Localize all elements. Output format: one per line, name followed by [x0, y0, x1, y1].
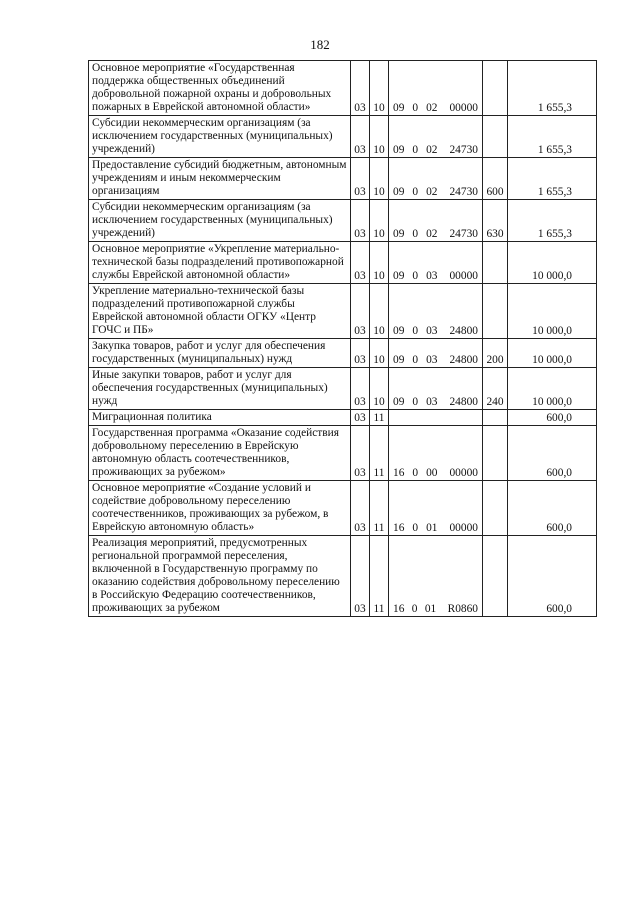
- row-name: Миграционная политика: [89, 410, 351, 426]
- target-article-code-part: 00000: [449, 270, 478, 282]
- row-amount: 1 655,3: [508, 200, 597, 242]
- target-article-code-parts: [391, 467, 480, 480]
- row-expense-type-code: [483, 426, 508, 481]
- target-article-code-parts: [391, 354, 480, 367]
- row-subsection-code: 10: [370, 61, 389, 116]
- target-article-code-part: 00000: [449, 522, 478, 534]
- target-article-code-part: 0: [412, 522, 419, 534]
- target-article-code-part: 24800: [449, 354, 478, 366]
- table-row: [89, 426, 597, 481]
- row-name: Субсидии некоммерческим организациям (за исключением государственных (муниципальных) учреждений): [89, 116, 351, 158]
- target-article-code-part: 00000: [449, 102, 478, 114]
- target-article-code-part: 24730: [449, 228, 478, 240]
- row-target-article-code: [389, 481, 483, 536]
- table-row: [89, 116, 597, 158]
- row-section-code: 03: [351, 368, 370, 410]
- row-amount: 600,0: [508, 481, 597, 536]
- row-subsection-code: 11: [370, 410, 389, 426]
- target-article-code-part: 02: [426, 144, 438, 156]
- target-article-code-part: 00000: [449, 467, 478, 479]
- row-target-article-code: [389, 410, 483, 426]
- table-row: [89, 368, 597, 410]
- target-article-code-part: 16: [393, 603, 405, 615]
- target-article-code-part: 16: [393, 522, 405, 534]
- target-article-code-parts: [391, 186, 480, 199]
- target-article-code-part: 24730: [449, 144, 478, 156]
- row-amount: 10 000,0: [508, 339, 597, 368]
- row-section-code: 03: [351, 116, 370, 158]
- target-article-code-part: 09: [393, 228, 405, 240]
- row-name: Реализация мероприятий, предусмотренных региональной программой переселения, включенной в Государственную программу по оказанию содействия добровольному переселению в Российскую Федерацию соотечественников, проживающих за рубежом: [89, 536, 351, 617]
- page-number: 182: [310, 37, 330, 52]
- row-section-code: 03: [351, 481, 370, 536]
- row-name: Основное мероприятие «Создание условий и содействие добровольному переселению соотечественников, проживающих за рубежом, в Еврейскую автономную область»: [89, 481, 351, 536]
- target-article-code-part: 0: [412, 270, 419, 282]
- target-article-code-parts: [391, 144, 480, 157]
- row-target-article-code: [389, 368, 483, 410]
- target-article-code-part: 0: [412, 325, 419, 337]
- table-row: [89, 536, 597, 617]
- row-name: Укрепление материально-технической базы подразделений противопожарной службы Еврейской автономной области ОГКУ «Центр ГОЧС и ПБ»: [89, 284, 351, 339]
- table-row: [89, 339, 597, 368]
- target-article-code-part: R0860: [447, 603, 478, 615]
- row-name: Государственная программа «Оказание содействия добровольному переселению в Еврейскую автономную область соотечественников, проживающих за рубежом»: [89, 426, 351, 481]
- row-expense-type-code: 240: [483, 368, 508, 410]
- target-article-code-part: 09: [393, 102, 405, 114]
- row-subsection-code: 11: [370, 426, 389, 481]
- target-article-code-part: 09: [393, 186, 405, 198]
- row-amount: 1 655,3: [508, 61, 597, 116]
- row-amount: 10 000,0: [508, 284, 597, 339]
- row-name: Основное мероприятие «Государственная поддержка общественных объединений добровольной пожарной охраны и добровольных пожарных в Еврейской автономной области»: [89, 61, 351, 116]
- budget-table: [88, 60, 597, 617]
- target-article-code-part: 0: [412, 186, 419, 198]
- table-row: [89, 481, 597, 536]
- row-section-code: 03: [351, 284, 370, 339]
- row-expense-type-code: [483, 410, 508, 426]
- row-name: Предоставление субсидий бюджетным, автономным учреждениям и иным некоммерческим организациям: [89, 158, 351, 200]
- target-article-code-part: 02: [426, 102, 438, 114]
- row-expense-type-code: [483, 61, 508, 116]
- table-row: [89, 242, 597, 284]
- table-row: [89, 61, 597, 116]
- table-row: [89, 200, 597, 242]
- target-article-code-part: 0: [412, 467, 419, 479]
- row-section-code: 03: [351, 410, 370, 426]
- target-article-code-part: 00: [426, 467, 438, 479]
- target-article-code-part: 09: [393, 354, 405, 366]
- target-article-code-part: 0: [412, 102, 419, 114]
- row-amount: 1 655,3: [508, 158, 597, 200]
- row-name: Иные закупки товаров, работ и услуг для обеспечения государственных (муниципальных) нужд: [89, 368, 351, 410]
- row-subsection-code: 11: [370, 481, 389, 536]
- row-subsection-code: 10: [370, 242, 389, 284]
- row-amount: 1 655,3: [508, 116, 597, 158]
- target-article-code-part: 0: [412, 396, 419, 408]
- row-target-article-code: [389, 242, 483, 284]
- target-article-code-part: 0: [412, 144, 419, 156]
- row-section-code: 03: [351, 200, 370, 242]
- target-article-code-part: 02: [426, 228, 438, 240]
- row-section-code: 03: [351, 61, 370, 116]
- target-article-code-part: 24730: [449, 186, 478, 198]
- target-article-code-part: 03: [426, 396, 438, 408]
- target-article-code-parts: [391, 603, 480, 616]
- row-subsection-code: 10: [370, 339, 389, 368]
- table-row: [89, 284, 597, 339]
- target-article-code-part: 0: [412, 354, 419, 366]
- row-section-code: 03: [351, 426, 370, 481]
- table-row: [89, 158, 597, 200]
- row-amount: 600,0: [508, 536, 597, 617]
- row-expense-type-code: [483, 116, 508, 158]
- row-subsection-code: 11: [370, 536, 389, 617]
- target-article-code-parts: [391, 396, 480, 409]
- target-article-code-part: 01: [426, 522, 438, 534]
- target-article-code-parts: [391, 228, 480, 241]
- target-article-code-part: 03: [426, 270, 438, 282]
- row-target-article-code: [389, 339, 483, 368]
- row-amount: 10 000,0: [508, 242, 597, 284]
- row-expense-type-code: 200: [483, 339, 508, 368]
- budget-table-body: [89, 61, 597, 617]
- target-article-code-part: 03: [426, 354, 438, 366]
- target-article-code-part: 09: [393, 396, 405, 408]
- row-target-article-code: [389, 536, 483, 617]
- target-article-code-part: 09: [393, 144, 405, 156]
- row-section-code: 03: [351, 339, 370, 368]
- row-target-article-code: [389, 116, 483, 158]
- row-subsection-code: 10: [370, 284, 389, 339]
- row-subsection-code: 10: [370, 158, 389, 200]
- target-article-code-part: 0: [412, 228, 419, 240]
- row-expense-type-code: [483, 284, 508, 339]
- target-article-code-parts: [391, 522, 480, 535]
- target-article-code-part: 24800: [449, 396, 478, 408]
- row-amount: 600,0: [508, 410, 597, 426]
- row-target-article-code: [389, 284, 483, 339]
- target-article-code-parts: [391, 102, 480, 115]
- table-row: [89, 410, 597, 426]
- target-article-code-part: 01: [424, 603, 437, 615]
- target-article-code-part: 09: [393, 325, 405, 337]
- target-article-code-part: 16: [393, 467, 405, 479]
- row-expense-type-code: [483, 242, 508, 284]
- row-name: Субсидии некоммерческим организациям (за исключением государственных (муниципальных) учреждений): [89, 200, 351, 242]
- row-target-article-code: [389, 426, 483, 481]
- row-subsection-code: 10: [370, 116, 389, 158]
- row-expense-type-code: 600: [483, 158, 508, 200]
- row-subsection-code: 10: [370, 368, 389, 410]
- row-target-article-code: [389, 158, 483, 200]
- row-name: Основное мероприятие «Укрепление материально-технической базы подразделений противопожарной службы Еврейской автономной области»: [89, 242, 351, 284]
- target-article-code-part: 0: [411, 603, 418, 615]
- row-amount: 10 000,0: [508, 368, 597, 410]
- target-article-code-part: 09: [393, 270, 405, 282]
- target-article-code-part: 02: [426, 186, 438, 198]
- target-article-code-part: 24800: [449, 325, 478, 337]
- row-section-code: 03: [351, 242, 370, 284]
- row-name: Закупка товаров, работ и услуг для обеспечения государственных (муниципальных) нужд: [89, 339, 351, 368]
- row-section-code: 03: [351, 536, 370, 617]
- target-article-code-parts: [391, 325, 480, 338]
- target-article-code-part: 03: [426, 325, 438, 337]
- row-expense-type-code: [483, 536, 508, 617]
- row-expense-type-code: [483, 481, 508, 536]
- target-article-code-parts: [391, 270, 480, 283]
- row-subsection-code: 10: [370, 200, 389, 242]
- row-section-code: 03: [351, 158, 370, 200]
- row-amount: 600,0: [508, 426, 597, 481]
- row-target-article-code: [389, 200, 483, 242]
- row-target-article-code: [389, 61, 483, 116]
- row-expense-type-code: 630: [483, 200, 508, 242]
